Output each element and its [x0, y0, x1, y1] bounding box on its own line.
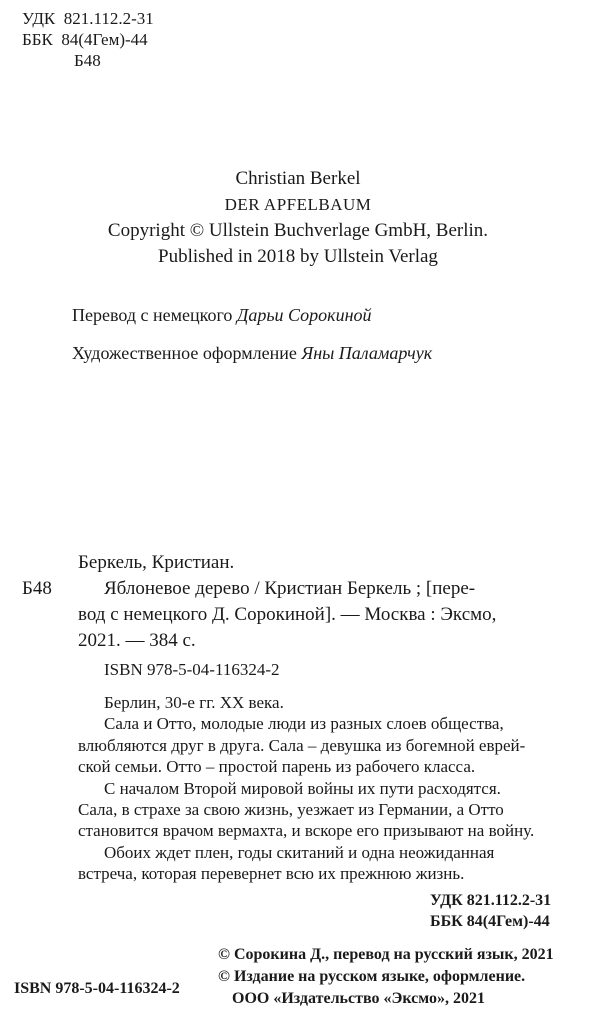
original-edition-block [0, 166, 596, 270]
author-mark: Б48 [74, 51, 101, 70]
index-udk: УДК 821.112.2-31 [430, 892, 552, 909]
catalog-description [78, 576, 578, 654]
catalog-entry [0, 550, 596, 670]
classification-block [22, 8, 154, 71]
copyright-block [218, 944, 554, 1010]
annotation-line: становится врачом вермахта, и вскоре его призывают на войну. [78, 821, 535, 841]
translation-label: Перевод с немецкого [72, 305, 233, 325]
annotation-line: С началом Второй мировой войны их пути расходятся. [104, 778, 501, 798]
translation-credit [72, 303, 372, 327]
udk-code: УДК 821.112.2-31 [22, 9, 154, 28]
original-author: Christian Berkel [235, 168, 361, 189]
copyright-line: © Сорокина Д., перевод на русский язык, 2021 [218, 946, 554, 963]
annotation-line: ской семьи. Отто – простой парень из рабочего класса. [78, 757, 476, 777]
bbk-code: ББК 84(4Гем)-44 [22, 30, 148, 49]
catalog-line: вод с немецкого Д. Сорокиной]. — Москва : Эксмо, [78, 604, 497, 625]
copyright-line: ООО «Издательство «Эксмо», 2021 [232, 990, 485, 1007]
original-title: DER APFELBAUM [224, 195, 372, 214]
design-label: Художественное оформление [72, 343, 297, 363]
index-codes [430, 890, 551, 932]
catalog-line: Яблоневое дерево / Кристиан Беркель ; [пере- [104, 578, 476, 599]
annotation-line: влюбляются друг в друга. Сала – девушка из богемной еврей- [78, 735, 526, 755]
copyright-line: © Издание на русском языке, оформление. [218, 968, 526, 985]
catalog-code: Б48 [22, 578, 52, 599]
design-credit [72, 341, 432, 365]
original-copyright: Copyright © Ullstein Buchverlage GmbH, Berlin. [107, 220, 489, 241]
annotation [78, 692, 578, 885]
imprint-isbn: ISBN 978-5-04-116324-2 [14, 980, 180, 997]
catalog-line: 2021. — 384 с. [78, 630, 196, 651]
original-published: Published in 2018 by Ullstein Verlag [158, 246, 438, 267]
annotation-line: Обоих ждет плен, годы скитаний и одна неожиданная [104, 842, 495, 862]
index-bbk: ББК 84(4Гем)-44 [430, 913, 550, 930]
translator-name: Дарьи Сорокиной [236, 305, 372, 325]
catalog-heading: Беркель, Кристиан. [78, 552, 235, 573]
annotation-line: Сала и Отто, молодые люди из разных слоев общества, [104, 714, 504, 734]
annotation-line: встреча, которая перевернет всю их прежнюю жизнь. [78, 864, 465, 884]
annotation-line: Берлин, 30-е гг. XX века. [104, 693, 284, 712]
annotation-line: Сала, в страхе за свою жизнь, уезжает из Германии, а Отто [78, 800, 504, 820]
catalog-isbn: ISBN 978-5-04-116324-2 [104, 660, 280, 679]
designer-name: Яны Паламарчук [301, 343, 433, 363]
